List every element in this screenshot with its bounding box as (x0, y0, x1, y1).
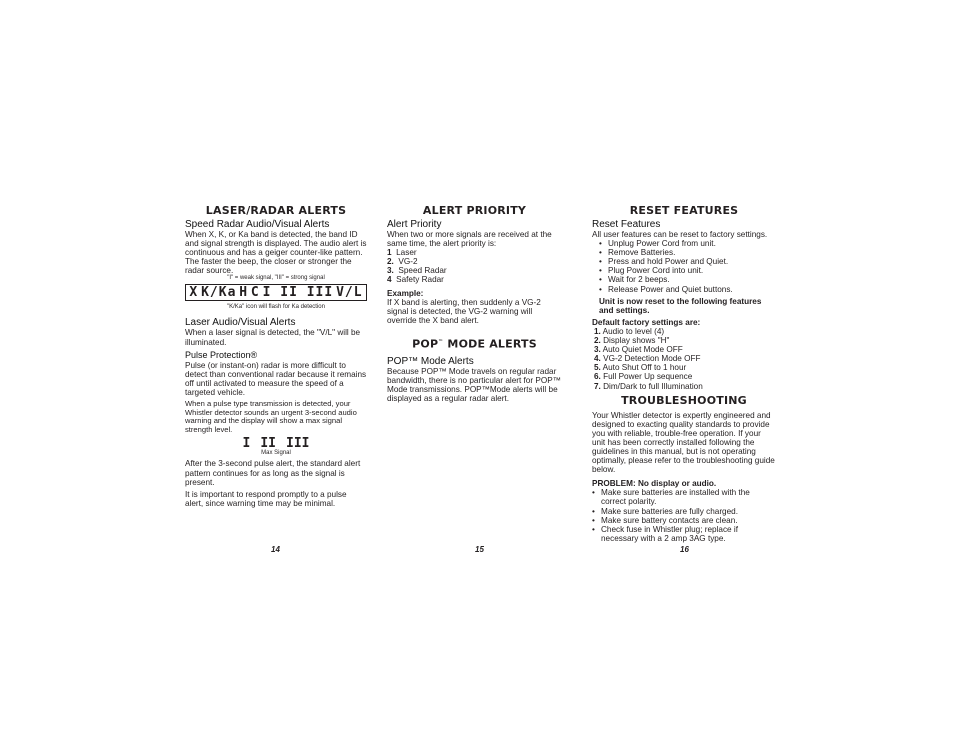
list-item: 4. VG-2 Detection Mode OFF (594, 354, 701, 364)
reset-features-heading: RESET FEATURES (629, 204, 739, 217)
pulse-text-4: It is important to respond promptly to a pulse alert, since warning time may be minimal. (185, 489, 347, 508)
example-text: If X band is alerting, then suddenly a VG-2 signal is detected, the VG-2 warning will override the X band alert. (387, 297, 541, 325)
list-item: • Make sure battery contacts are clean. (592, 516, 776, 525)
problem-label: PROBLEM: No display or audio. (592, 479, 717, 489)
max-signal-caption: Max Signal (261, 450, 291, 457)
speed-radar-title: Speed Radar Audio/Visual Alerts (185, 219, 330, 230)
laser-alerts-text: When a laser signal is detected, the "V/L" will be illuminated. (185, 328, 361, 347)
defaults-label: Default factory settings are: (592, 317, 701, 327)
max-bar-3: III (286, 436, 310, 452)
alert-priority-heading: ALERT PRIORITY (422, 204, 527, 217)
list-item: 3. Auto Quiet Mode OFF (594, 345, 683, 355)
column-page-15 (387, 204, 562, 406)
pulse-text-3: After the 3-second pulse alert, the standard alert pattern continues for as long as the signal is present. (185, 459, 361, 487)
display-x-band: X (189, 285, 199, 301)
priority-list (387, 248, 562, 284)
max-signal-illustration (185, 438, 367, 450)
display-c: C (250, 285, 260, 301)
reset-note: Unit is now reset to the following features and settings. (599, 296, 762, 315)
list-item: 5. Auto Shut Off to 1 hour (594, 363, 687, 373)
page-number-16: 16 (680, 545, 689, 554)
list-item: 3. Speed Radar (387, 266, 447, 276)
alert-priority-text: When two or more signals are received at the same time, the alert priority is: (387, 230, 552, 249)
max-bar-2: II (260, 436, 276, 452)
kka-caption: "K/Ka" icon will flash for Ka detection (227, 304, 325, 311)
display-signal-bars: I II III (262, 285, 334, 301)
page-number-15: 15 (475, 545, 484, 554)
list-item: 1 Laser (387, 248, 417, 258)
list-item: • Unplug Power Cord from unit. (592, 239, 776, 248)
column-page-14 (185, 204, 367, 511)
alert-priority-title: Alert Priority (387, 219, 442, 230)
defaults-list (592, 327, 776, 391)
laser-radar-alerts-heading: LASER/RADAR ALERTS (205, 204, 347, 217)
troubleshooting-heading: TROUBLESHOOTING (621, 393, 747, 407)
display-h: H (239, 285, 249, 301)
pulse-text-1: Pulse (or instant-on) radar is more difficult to detect than conventional radar because it remains off until activated to measure the speed of a targeted vehicle. (185, 360, 367, 397)
list-item: • Wait for 2 beeps. (592, 275, 776, 284)
example-label: Example: (387, 288, 424, 298)
troubleshooting-text: Your Whistler detector is expertly engineered and designed to exacting quality standards to provide you with reliable, trouble-free operation. If your unit has been correctly installed following the guidelines in this manual, but is not operating optimally, please refer to the troubleshooting guide below. (592, 410, 775, 475)
reset-features-title: Reset Features (592, 219, 661, 230)
list-item: 2. Display shows "H" (594, 336, 670, 346)
list-item: • Remove Batteries. (592, 248, 776, 257)
page-number-14: 14 (271, 545, 280, 554)
signal-caption: "I" = weak signal, "III" = strong signal (227, 275, 325, 282)
list-item: 6. Full Power Up sequence (594, 372, 693, 382)
list-item: • Release Power and Quiet buttons. (592, 285, 776, 294)
laser-alerts-title: Laser Audio/Visual Alerts (185, 317, 296, 329)
reset-steps-list (592, 239, 776, 294)
pop-mode-title: POP™ Mode Alerts (387, 355, 474, 367)
display-illustration (185, 284, 367, 301)
display-kka-band: K/Ka (201, 285, 237, 301)
list-item: • Check fuse in Whistler plug; replace if necessary with a 2 amp 3AG type. (592, 525, 776, 543)
list-item: • Plug Power Cord into unit. (592, 266, 776, 275)
list-item: 2. VG-2 (387, 257, 418, 267)
pulse-text-2: When a pulse type transmission is detected, your Whistler detector sounds an urgent 3-second audio warning and the display will show a max signal strength level. (185, 399, 357, 434)
display-vl: V/L (336, 285, 363, 301)
list-item: • Make sure batteries are fully charged. (592, 507, 776, 516)
speed-radar-text: When X, K, or Ka band is detected, the band ID and signal strength is displayed. The audio alert is continuous and has a geiger counter-like pattern. The faster the beep, the closer or stronger the radar source. (185, 230, 367, 276)
list-item: 4 Safety Radar (387, 275, 444, 285)
list-item: 1. Audio to level (4) (594, 326, 665, 336)
list-item: 7. Dim/Dark to full Illumination (594, 381, 703, 391)
list-item: • Make sure batteries are installed with the correct polarity. (592, 488, 776, 506)
pop-mode-text: Because POP™ Mode travels on regular radar bandwidth, there is no particular alert for POP™ Mode transmissions. POP™Mode alerts will be displayed as a regular radar alert. (387, 366, 561, 403)
column-page-16 (592, 204, 776, 543)
max-bar-1: I (242, 436, 251, 452)
reset-features-text: All user features can be reset to factory settings. (592, 230, 768, 239)
pulse-protection-title: Pulse Protection® (185, 349, 258, 360)
list-item: • Press and hold Power and Quiet. (592, 257, 776, 266)
pop-mode-alerts-heading: POP™ MODE ALERTS (412, 337, 537, 351)
problem-list (592, 488, 776, 543)
